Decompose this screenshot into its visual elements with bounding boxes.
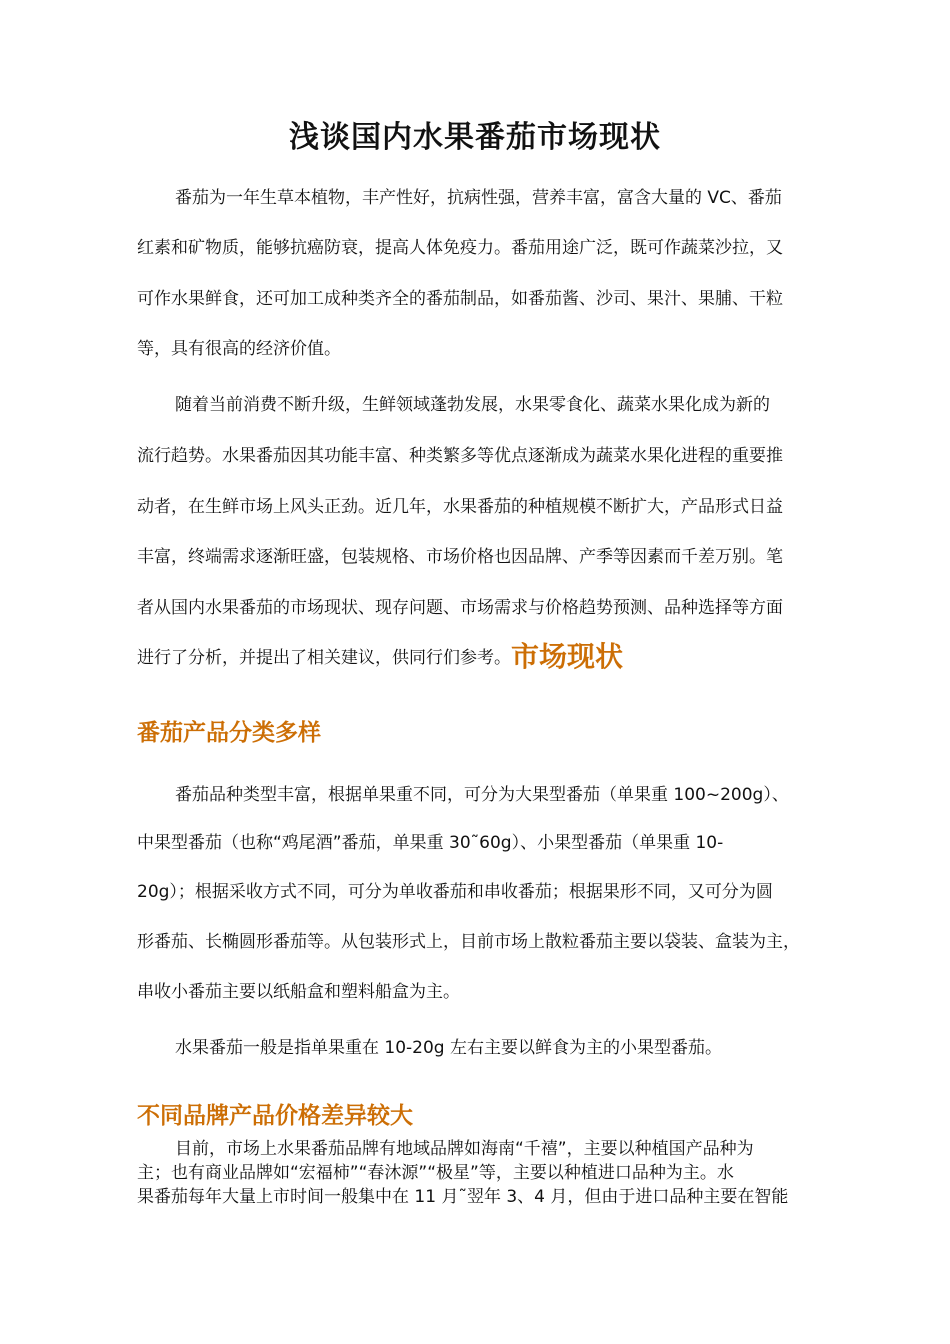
paragraph-line: 形番茄、长椭圆形番茄等。从包装形式上，目前市场上散粒番茄主要以袋装、盒装为主，	[137, 932, 800, 952]
paragraph-line: 20g）；根据采收方式不同，可分为单收番茄和串收番茄；根据果形不同，又可分为圆	[137, 882, 773, 902]
section-heading: 市场现状	[511, 640, 624, 673]
paragraph-line: 番茄品种类型丰富，根据单果重不同，可分为大果型番茄（单果重 100~200g）、	[175, 785, 789, 805]
paragraph-line: 番茄为一年生草本植物，丰产性好，抗病性强，营养丰富，富含大量的 VC、番茄	[175, 188, 782, 208]
paragraph-line: 等，具有很高的经济价值。	[137, 339, 341, 359]
paragraph-line: 水果番茄一般是指单果重在 10-20g 左右主要以鲜食为主的小果型番茄。	[175, 1038, 722, 1058]
paragraph-line	[137, 640, 827, 673]
paragraph-line: 目前，市场上水果番茄品牌有地域品牌如海南“千禧”，主要以种植国产品种为	[175, 1139, 754, 1159]
paragraph-line: 可作水果鲜食，还可加工成种类齐全的番茄制品，如番茄酱、沙司、果汁、果脯、干粒	[137, 289, 783, 309]
page-title: 浅谈国内水果番茄市场现状	[289, 120, 661, 155]
paragraph-line: 随着当前消费不断升级，生鲜领域蓬勃发展，水果零食化、蔬菜水果化成为新的	[175, 395, 770, 415]
paragraph-line: 果番茄每年大量上市时间一般集中在 11 月˜翌年 3、4 月，但由于进口品种主要在智能	[137, 1187, 789, 1207]
paragraph-text: 进行了分析，并提出了相关建议，供同行们参考。	[137, 648, 511, 668]
subsection-heading: 不同品牌产品价格差异较大	[137, 1103, 413, 1129]
subsection-heading: 番茄产品分类多样	[137, 720, 321, 746]
paragraph-line: 主；也有商业品牌如“宏福柿”“春沐源”“极星”等，主要以种植进口品种为主。水	[137, 1163, 734, 1183]
paragraph-line: 中果型番茄（也称“鸡尾酒”番茄，单果重 30˜60g）、小果型番茄（单果重 10-	[137, 833, 724, 853]
paragraph-line: 流行趋势。水果番茄因其功能丰富、种类繁多等优点逐渐成为蔬菜水果化进程的重要推	[137, 446, 783, 466]
paragraph-line: 串收小番茄主要以纸船盒和塑料船盒为主。	[137, 982, 460, 1002]
paragraph-line: 红素和矿物质，能够抗癌防衰，提高人体免疫力。番茄用途广泛，既可作蔬菜沙拉，又	[137, 238, 783, 258]
paragraph-line: 动者，在生鲜市场上风头正劲。近几年，水果番茄的种植规模不断扩大，产品形式日益	[137, 497, 783, 517]
paragraph-line: 者从国内水果番茄的市场现状、现存问题、市场需求与价格趋势预测、品种选择等方面	[137, 598, 783, 618]
paragraph-line: 丰富，终端需求逐渐旺盛，包装规格、市场价格也因品牌、产季等因素而千差万别。笔	[137, 547, 783, 567]
